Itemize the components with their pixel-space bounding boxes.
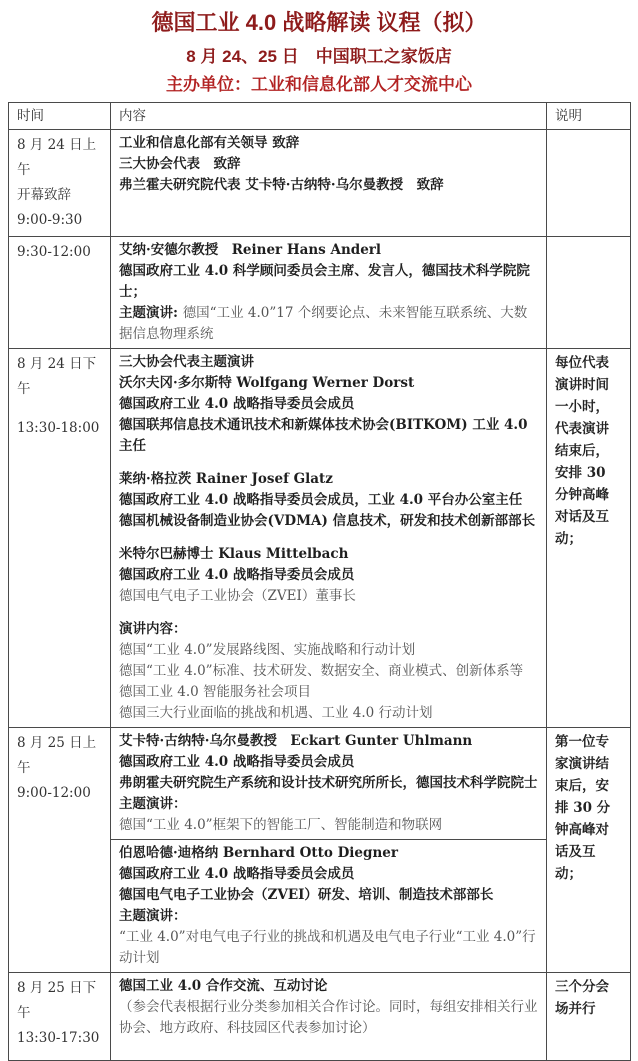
- content-line: 工业和信息化部有关领导 致辞: [119, 135, 300, 151]
- content-line: 德国机械设备制造业协会(VDMA) 信息技术，研发和技术创新部部长: [119, 513, 536, 529]
- content-line: 弗兰霍夫研究院代表 艾卡特·古纳特·乌尔曼教授 致辞: [119, 177, 444, 193]
- content-line: 德国联邦信息技术通讯技术和新媒体技术协会(BITKOM) 工业 4.0 主任: [119, 417, 528, 454]
- agenda-row-aug24-keynote: [9, 237, 631, 349]
- agenda-row-aug24-afternoon: [9, 349, 631, 728]
- event-date-venue: 8 月 24、25 日 中国职工之家饭店: [186, 47, 452, 66]
- topic-text: 德国“工业 4.0”17 个纲要论点、未来智能互联系统、大数据信息物理系统: [119, 305, 528, 342]
- time-cell: [9, 237, 111, 349]
- content-line: 三大协会代表主题演讲: [119, 354, 254, 370]
- time-line: 9:00-9:30: [17, 212, 83, 228]
- time-line: 开幕致辞: [17, 187, 71, 203]
- note-cell: [547, 237, 631, 349]
- topic-heading: 演讲内容：: [119, 621, 187, 637]
- blank-line: [119, 457, 538, 469]
- content-line: 德国电气电子工业协会（ZVEI）董事长: [119, 588, 356, 604]
- content-line: 德国政府工业 4.0 战略指导委员会成员: [119, 567, 355, 583]
- content-description: （参会代表根据行业分类参加相关合作讨论。同时，每组安排相关行业协会、地方政府、科技园区代表参加讨论）: [119, 999, 538, 1036]
- content-line: 德国政府工业 4.0 科学顾问委员会主席、发言人，德国技术科学院院士；: [119, 263, 530, 300]
- topic-text: 德国“工业 4.0”框架下的智能工厂、智能制造和物联网: [119, 817, 443, 833]
- column-header-note: 说明: [547, 103, 631, 130]
- content-cell: [111, 349, 547, 728]
- column-header-content: 内容: [111, 103, 547, 130]
- time-cell: [9, 349, 111, 728]
- blank-line: [119, 532, 538, 544]
- topic-heading: 主题演讲：: [119, 908, 187, 924]
- topic-item: 德国工业 4.0 智能服务社会项目: [119, 684, 312, 700]
- topic-label: 主题演讲:: [119, 305, 183, 321]
- agenda-row-aug25-afternoon: [9, 973, 631, 1061]
- content-line: 德国电气电子工业协会（ZVEI）研发、培训、制造技术部部长: [119, 887, 494, 903]
- time-line: 8 月 25 日下午: [17, 980, 97, 1021]
- time-line: 8 月 25 日上午: [17, 735, 97, 776]
- note-cell: 三个分会场并行: [547, 973, 631, 1061]
- agenda-table: [8, 102, 631, 1061]
- content-line: 德国工业 4.0 合作交流、互动讨论: [119, 978, 328, 994]
- content-cell: [111, 840, 547, 973]
- time-cell: [9, 973, 111, 1061]
- topic-item: 德国三大行业面临的挑战和机遇、工业 4.0 行动计划: [119, 705, 433, 721]
- speaker-line: 伯恩哈德·迪格纳 Bernhard Otto Diegner: [119, 845, 398, 861]
- speaker-line: 沃尔夫冈·多尔斯特 Wolfgang Werner Dorst: [119, 375, 415, 391]
- topic-item: 德国“工业 4.0”发展路线图、实施战略和行动计划: [119, 642, 416, 658]
- time-cell: [9, 728, 111, 973]
- speaker-line: 艾卡特·古纳特·乌尔曼教授 Eckart Gunter Uhlmann: [119, 733, 473, 749]
- content-line: 弗朗霍夫研究院生产系统和设计技术研究所所长，德国技术科学院院士: [119, 775, 538, 791]
- note-cell: 第一位专家演讲结束后，安排 30 分钟高峰对话及互动；: [547, 728, 631, 973]
- document-header: [8, 8, 630, 98]
- column-header-time: 时间: [9, 103, 111, 130]
- time-line: 8 月 24 日上午: [17, 137, 97, 178]
- speaker-line: 米特尔巴赫博士 Klaus Mittelbach: [119, 546, 349, 562]
- content-cell: [111, 130, 547, 237]
- time-line: 9:00-12:00: [17, 785, 91, 801]
- organizer-line: 主办单位：工业和信息化部人才交流中心: [166, 75, 472, 94]
- topic-heading: 主题演讲：: [119, 796, 187, 812]
- content-line: 三大协会代表 致辞: [119, 156, 241, 172]
- time-line: 13:30-18:00: [17, 420, 100, 436]
- time-line: 9:30-12:00: [17, 244, 91, 260]
- time-cell: [9, 130, 111, 237]
- table-header-row: [9, 103, 631, 130]
- content-cell: [111, 728, 547, 840]
- note-cell: 每位代表演讲时间一小时，代表演讲结束后，安排 30 分钟高峰对话及互动；: [547, 349, 631, 728]
- speaker-line: 莱纳·格拉茨 Rainer Josef Glatz: [119, 471, 333, 487]
- blank-line: [119, 607, 538, 619]
- note-cell: [547, 130, 631, 237]
- content-line: 德国政府工业 4.0 战略指导委员会成员，工业 4.0 平台办公室主任: [119, 492, 523, 508]
- content-line: 德国政府工业 4.0 战略指导委员会成员: [119, 866, 355, 882]
- speaker-line: 艾纳·安德尔教授 Reiner Hans Anderl: [119, 242, 382, 258]
- time-line: 8 月 24 日下午: [17, 356, 97, 397]
- topic-text: “工业 4.0”对电气电子行业的挑战和机遇及电气电子行业“工业 4.0”行动计划: [119, 929, 536, 966]
- page-title: 德国工业 4.0 战略解读 议程（拟）: [151, 10, 487, 35]
- topic-line: [119, 303, 538, 345]
- content-line: 德国政府工业 4.0 战略指导委员会成员: [119, 754, 355, 770]
- content-cell: [111, 237, 547, 349]
- agenda-row-aug25-morning-part1: [9, 728, 631, 840]
- agenda-row-aug24-morning-opening: [9, 130, 631, 237]
- time-blank-line: [17, 402, 102, 416]
- time-line: 13:30-17:30: [17, 1030, 100, 1046]
- topic-item: 德国“工业 4.0”标准、技术研发、数据安全、商业模式、创新体系等: [119, 663, 524, 679]
- content-cell: [111, 973, 547, 1061]
- content-line: 德国政府工业 4.0 战略指导委员会成员: [119, 396, 355, 412]
